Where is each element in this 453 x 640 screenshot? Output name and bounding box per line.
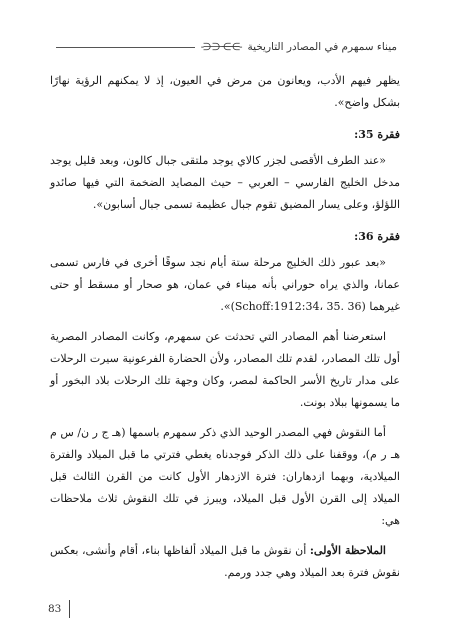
section-heading-35: فقرة 35:: [354, 128, 400, 141]
citation: (Schoff:1912:34، 35. 36): [230, 300, 366, 313]
section-heading-36: فقرة 36:: [354, 230, 400, 243]
paragraph-36-end: ».: [220, 300, 231, 313]
page-footer: [48, 600, 70, 618]
running-header: [56, 37, 397, 57]
header-rule: [56, 47, 195, 48]
spacer: [50, 318, 400, 326]
spacer: [50, 532, 400, 540]
page-body: [50, 70, 400, 584]
running-header-title: ميناء سمهرم في المصادر التاريخية: [247, 41, 397, 53]
spacer: [50, 114, 400, 122]
paragraph-continuation: يظهر فيهم الأدب، ويعانون من مرض في العيون، إذ لا يمكنهم الرؤية نهارًا بشكل واضح».: [50, 74, 400, 109]
paragraph-36-text: «بعد عبور ذلك الخليج مرحلة ستة أيام نجد سوقًا أخرى في فارس تسمى عمانا، والذي يراه حوراني بأنه ميناء في عمان، هو صحار أو مسقط أو حتى غيرهما: [50, 256, 400, 313]
note-text: أن نقوش ما قبل الميلاد ألفاظها بناء، أقام وأنشى، بعكس نقوش فترة بعد الميلاد وهي جدد ورمم.: [50, 544, 400, 579]
paragraph-sources: استعرضنا أهم المصادر التي تحدثت عن سمهرم، وكانت المصادر المصرية أول تلك المصادر، لقدم تلك المصادر، ولأن الحضارة الفرعونية سيرت الرحلات على مدار تاريخ الأسر الحاكمة لمصر، وكان وجهة تلك الرحلات بلاد البخور أو ما يسمونها ببلاد بونت.: [50, 330, 400, 409]
ornament-icon: -⋺⋺⋲⋲-: [200, 41, 242, 53]
paragraph-36: [50, 252, 400, 318]
spacer: [50, 216, 400, 224]
paragraph-35: «عند الطرف الأقصى لجزر كالاي يوجد ملتقى جبال كالون، وبعد قليل يوجد مدخل الخليج الفارسي – العربي – حيث المصايد الضخمة التي فيها صائدو اللؤلؤ، وعلى يسار المضيق تقوم جبال عظيمة تسمى جبال أسابون».: [50, 154, 400, 211]
paragraph-note-1: [50, 540, 400, 584]
note-label: الملاحظة الأولى:: [309, 544, 386, 557]
page-number: 83: [48, 603, 62, 615]
paragraph-inscriptions: أما النقوش فهي المصدر الوحيد الذي ذكر سمهرم باسمها (هـ ج ر ن/ س م هـ ر م)، ووقفنا على ذلك الذكر فوجدناه يغطي فترتي ما قبل الميلاد والفترة الميلادية، وبهما ازدهاران: فترة الازدهار الأول كانت من القرن الثالث قبل الميلاد إلى القرن الأول قبل الميلاد، ويبرز في تلك النقوش ثلاث ملاحظات هي:: [50, 426, 400, 527]
spacer: [50, 414, 400, 422]
footer-rule: [69, 600, 70, 618]
